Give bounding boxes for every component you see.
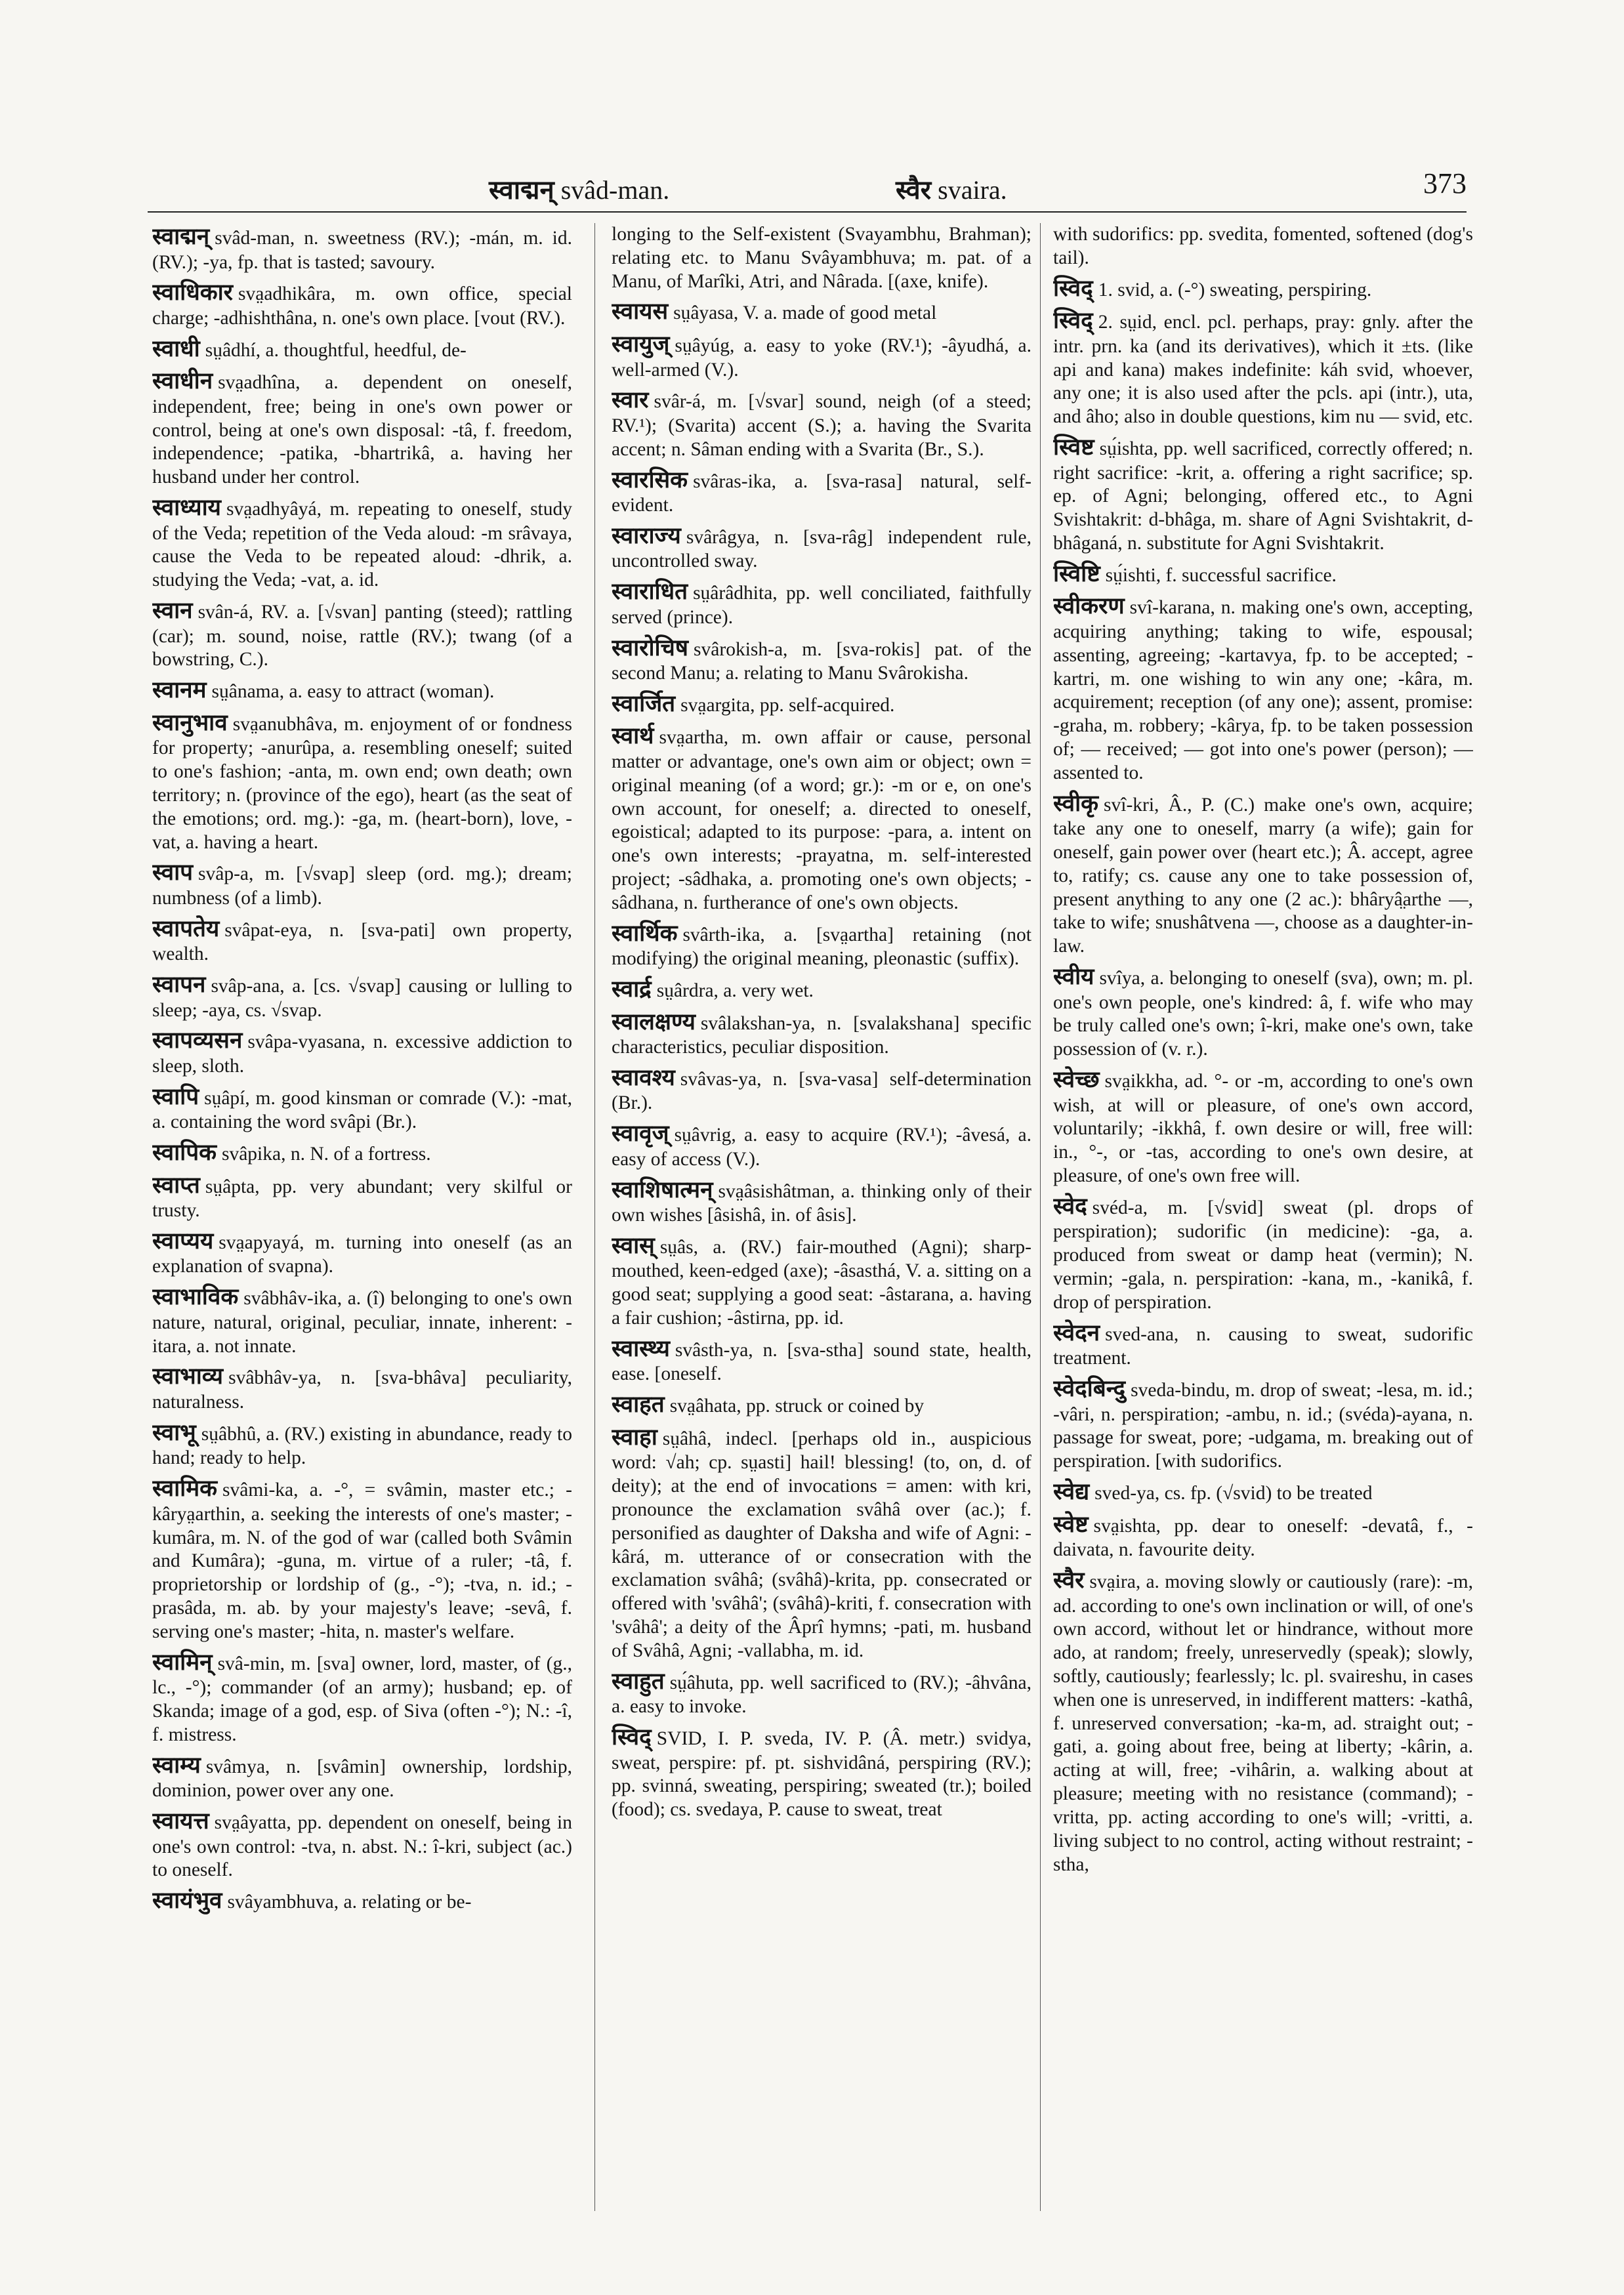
dictionary-entry <box>612 722 1031 915</box>
headword-devanagari: स्वाधी <box>152 335 200 362</box>
dictionary-entry <box>152 1083 572 1134</box>
entry-text: sva̤âsishâtman, a. thinking only of their own wishes [âsishâ, in. of âsis]. <box>612 1180 1031 1226</box>
headword-devanagari: स्वामिक <box>152 1476 218 1502</box>
dictionary-entry <box>152 1172 572 1223</box>
headword-devanagari: स्विद् <box>1053 308 1093 335</box>
entry-text: sṳâyasa, V. a. made of good metal <box>673 302 937 324</box>
entry-text: sṳ́âhuta, pp. well sacrificed to (RV.); -âhvâna, a. easy to invoke. <box>612 1672 1031 1718</box>
dictionary-entry <box>612 1176 1031 1228</box>
entry-text: sṳâs, a. (RV.) fair-mouthed (Agni); sharp-mouthed, keen-edged (axe); -âsasthá, V. a. sitting on a good seat; supplying a good seat: -âstarana, a. having a fair cushion; -âstirna, pp. id. <box>612 1236 1031 1329</box>
headword-devanagari: स्वायत्त <box>152 1808 209 1834</box>
dictionary-entry <box>612 690 1031 718</box>
headword-devanagari: स्वाप <box>152 859 194 886</box>
dictionary-entry <box>612 522 1031 573</box>
dictionary-entry <box>152 367 572 489</box>
entry-text: sṳâbhû, a. (RV.) existing in abundance, ready to hand; ready to help. <box>152 1423 572 1469</box>
dictionary-entry <box>152 223 572 274</box>
entry-text: svâsth-ya, n. [sva-stha] sound state, health, ease. [oneself. <box>612 1339 1031 1385</box>
entry-text: svâpat-eya, n. [sva-pati] own property, wealth. <box>152 919 572 965</box>
headword-devanagari: स्वास्थ्य <box>612 1335 670 1362</box>
entry-text: sva̤apyayá, m. turning into oneself (as an explanation of svapna). <box>152 1231 572 1277</box>
headword-devanagari: स्वाद्मन् <box>152 224 210 250</box>
headword-devanagari: स्वाशिषात्मन् <box>612 1176 713 1203</box>
dictionary-entry <box>612 223 1031 293</box>
dictionary-entry <box>612 578 1031 629</box>
dictionary-entry <box>612 976 1031 1004</box>
dictionary-entry <box>152 676 572 705</box>
headword-devanagari: स्वार्थ <box>612 723 654 750</box>
headword-devanagari: स्वीकरण <box>1053 593 1125 620</box>
dictionary-entry <box>612 298 1031 326</box>
header-rule <box>148 211 1467 213</box>
dictionary-entry <box>1053 275 1473 303</box>
entry-text: sṳâvrig, a. easy to acquire (RV.¹); -âvesá, a. easy of access (V.). <box>612 1125 1031 1170</box>
dictionary-entry <box>1053 434 1473 556</box>
dictionary-entry <box>612 1232 1031 1331</box>
headword-devanagari: स्वापतेय <box>152 915 220 942</box>
entry-text: sṳ́ishta, pp. well sacrificed, correctly offered; n. right sacrifice: -krit, a. offering a right sacrifice; sp. ep. of Agni; belonging, offered etc., to Agni Svishtakrit: d-bhâga, m. share of Agni Svishtakrit, d-bhâganá, n. substitute for Agni Svishtakrit. <box>1053 438 1473 554</box>
dictionary-entry <box>1053 1511 1473 1562</box>
entry-text: 2. sṳid, encl. pcl. perhaps, pray: gnly. after the intr. prn. ka (and its derivatives), which it ±ts. (like api and kana) makes indefinite: káh svid, whoever, any one; it is also used after the pcls. api (intr.), uta, and âho; also in double questions, kim nu — svid, etc. <box>1053 312 1473 428</box>
entry-text: sṳâhâ, indecl. [perhaps old in., auspicious word: √ah; cp. sṳasti] hail! blessing! (to, on, d. of deity); at the end of invocations = amen: with kri, pronounce the exclamation svâhâ over (ac.); f. personified as daughter of Daksha and wife of Agni: -kârá, m. utterance of or consecration with the exclamation svâhâ; (svâhâ)-krita, pp. consecrated or offered with 'svâhâ'; (svâhâ)-kriti, f. consecration with 'svâhâ'; a deity of the Âprî hymns; -pati, m. husband of Svâhâ, Agni; -vallabha, m. id. <box>612 1428 1031 1661</box>
entry-text: sva̤ishta, pp. dear to oneself: -devatâ, f., -daivata, n. favourite deity. <box>1053 1515 1473 1561</box>
entry-text: svâlakshan-ya, n. [svalakshana] specific characteristics, peculiar disposition. <box>612 1012 1031 1058</box>
headword-devanagari: स्वानम <box>152 677 207 704</box>
headword-devanagari: स्वापिक <box>152 1140 217 1167</box>
entry-text: sved-ya, cs. fp. (√svid) to be treated <box>1094 1483 1373 1504</box>
entry-text: sva̤ira, a. moving slowly or cautiously (rare): -m, ad. according to one's own inclination or will, of one's own accord, without let or hindrance, without more ado, at random; freely, unreservedly (speak); slowly, softly, cautiously; fearlessly; lc. pl. svaireshu, in cases when one is unreserved, in indifferent matters: -kathâ, f. unreserved conversation; -ka-m, ad. straight out; -gati, a. going about free, being at liberty; -kârin, a. acting at will, free; -vihârin, a. walking about at pleasure; meeting with no resistance (command); -vritta, pp. acting according to one's will; -vritti, a. living subject to no control, acting without restraint; -stha, <box>1053 1571 1473 1875</box>
page-header <box>148 164 1467 210</box>
dictionary-entry <box>612 331 1031 382</box>
dictionary-entry <box>1053 1478 1473 1506</box>
headword-devanagari: स्वाहुत <box>612 1668 665 1695</box>
headword-devanagari: स्वाध्याय <box>152 495 221 522</box>
headword-devanagari: स्वावृज् <box>612 1121 669 1148</box>
entry-text: svân-á, RV. a. [√svan] panting (steed); rattling (car); m. sound, noise, rattle (RV.); twang (of a bowstring, C.). <box>152 602 572 671</box>
running-head-left-devanagari: स्वाद्मन् <box>489 175 554 205</box>
dictionary-entry <box>152 279 572 330</box>
entry-text: sva̤ikkha, ad. °- or -m, according to one's own wish, at will or pleasure, of one's own accord, voluntarily; -ikkhâ, f. own desire or will, free will: in., °-, or -tas, according to one's own desire, at pleasure, of one's own free will. <box>1053 1071 1473 1187</box>
entry-text: sva̤adhikâra, m. own office, special charge; -adhishthâna, n. one's own place. [vout (RV.). <box>152 283 572 329</box>
entry-text: svâvas-ya, n. [sva-vasa] self-determination (Br.). <box>612 1068 1031 1114</box>
entry-text: sved-ana, n. causing to sweat, sudorific treatment. <box>1053 1323 1473 1369</box>
headword-devanagari: स्वार <box>612 387 649 414</box>
entry-text: sṳâpta, pp. very abundant; very skilful or trusty. <box>152 1176 572 1222</box>
dictionary-entry <box>612 466 1031 518</box>
entry-text: svâpa-vyasana, n. excessive addiction to sleep, sloth. <box>152 1031 572 1077</box>
dictionary-entry <box>152 709 572 855</box>
dictionary-entry <box>152 1808 572 1882</box>
headword-devanagari: स्वार्जित <box>612 690 676 717</box>
entry-text: svâ-min, m. [sva] owner, lord, master, of (g., lc., -°); commander (of an army); husband; ep. of Skanda; image of a god, esp. of Siva (often -°); N.: -î, f. mistress. <box>152 1653 572 1745</box>
entry-text: svîya, a. belonging to oneself (sva), own; m. pl. one's own people, one's kindred: â, f. wife who may be truly called one's own; î-kri, make one's own, take possession of (v. r.). <box>1053 968 1473 1060</box>
entry-text: svârâgya, n. [sva-râg] independent rule, uncontrolled sway. <box>612 526 1031 572</box>
headword-devanagari: स्वावश्य <box>612 1064 675 1091</box>
entry-text: svâr-á, m. [√svar] sound, neigh (of a steed; RV.¹); (Svarita) accent (S.); a. having the Svarita accent; n. Sâman ending with a Svarita (Br., S.). <box>612 391 1031 460</box>
entry-text: with sudorifics: pp. svedita, fomented, softened (dog's tail). <box>1053 224 1473 268</box>
entry-text: svâp-ana, a. [cs. √svap] causing or lulling to sleep; -aya, cs. √svap. <box>152 976 572 1021</box>
headword-devanagari: स्वाभू <box>152 1419 196 1446</box>
headword-devanagari: स्वायुज् <box>612 331 670 358</box>
dictionary-entry <box>152 971 572 1022</box>
dictionary-entry <box>612 1668 1031 1719</box>
dictionary-entry <box>152 1752 572 1803</box>
running-head-right <box>896 171 1007 207</box>
entry-text: svârokish-a, m. [sva-rokis] pat. of the second Manu; a. relating to Manu Svârokisha. <box>612 638 1031 684</box>
entry-text: sva̤argita, pp. self-acquired. <box>680 694 895 716</box>
entry-text: svâbhâv-ika, a. (î) belonging to one's own nature, natural, original, peculiar, innate, inherent: -itara, a. not innate. <box>152 1288 572 1357</box>
entry-text: svâd-man, n. sweetness (RV.); -mán, m. id. (RV.); -ya, fp. that is tasted; savoury. <box>152 228 572 273</box>
dictionary-entry <box>152 494 572 592</box>
entry-text: svî-kri, Â., P. (C.) make one's own, acquire; take any one to oneself, marry (a wife); gain for oneself, gain power over (heart etc.); Â. accept, agree to, ratify; cs. cause any one to take possession of, present anything to any one (2 ac.): bhâryâ̤arthe —, take to wife; snushâtvena —, choose as a daughter-in-law. <box>1053 794 1473 957</box>
entry-text: sṳârdra, a. very wet. <box>656 980 814 1002</box>
headword-devanagari: स्वाभाव्य <box>152 1363 224 1390</box>
headword-devanagari: स्वाधिकार <box>152 279 233 306</box>
headword-devanagari: स्वीकृ <box>1053 790 1099 817</box>
entry-text: svâpika, n. N. of a fortress. <box>221 1144 431 1165</box>
entry-text: 1. svid, a. (-°) sweating, perspiring. <box>1098 279 1372 300</box>
entry-text: svâyambhuva, a. relating or be- <box>227 1892 472 1913</box>
headword-devanagari: स्विष्टि <box>1053 560 1100 587</box>
dictionary-entry <box>152 1283 572 1358</box>
dictionary-entry <box>1053 1375 1473 1474</box>
dictionary-entry <box>152 1228 572 1279</box>
entry-text: sṳâyúg, a. easy to yoke (RV.¹); -âyudhá, a. well-armed (V.). <box>612 335 1031 381</box>
headword-devanagari: स्वानुभाव <box>152 709 228 736</box>
dictionary-entry <box>612 1120 1031 1171</box>
headword-devanagari: स्वायस <box>612 299 669 325</box>
dictionary-entry <box>152 1027 572 1078</box>
column-1 <box>152 223 572 2218</box>
dictionary-entry <box>1053 790 1473 959</box>
column-3 <box>1053 223 1473 2218</box>
dictionary-entry <box>612 1335 1031 1386</box>
headword-devanagari: स्वाधीन <box>152 368 213 395</box>
headword-devanagari: स्वार्द्र <box>612 976 652 1003</box>
running-head-right-devanagari: स्वैर <box>896 175 932 205</box>
headword-devanagari: स्वाम्य <box>152 1752 201 1779</box>
headword-devanagari: स्वापि <box>152 1083 199 1110</box>
entry-text: SVID, I. P. sveda, IV. P. (Â. metr.) svidya, sweat, perspire: pf. pt. sishvidâná, perspiring (RV.); pp. svinná, sweating, perspiring; sweated (tr.); boiled (food); cs. svedaya, P. cause to sweat, treat <box>612 1728 1031 1821</box>
page-number: 373 <box>1423 167 1467 199</box>
dictionary-entry <box>152 1139 572 1167</box>
entry-text: svâras-ika, a. [sva-rasa] natural, self-evident. <box>612 470 1031 516</box>
entry-text: sva̤adhîna, a. dependent on oneself, independent, free; being in one's own power or control, being at one's own disposal: -tâ, f. freedom, independence; -patika, -bhartrikâ, a. having her husband under her control. <box>152 372 572 488</box>
entry-text: sṳârâdhita, pp. well conciliated, faithfully served (prince). <box>612 583 1031 628</box>
entry-text: sva̤âhata, pp. struck or coined by <box>669 1396 925 1417</box>
headword-devanagari: स्वाप्यय <box>152 1228 214 1254</box>
headword-devanagari: स्वेच्छ <box>1053 1067 1100 1094</box>
headword-devanagari: स्वाराधित <box>612 579 688 606</box>
dictionary-entry <box>152 1887 572 1915</box>
dictionary-entry <box>1053 560 1473 589</box>
running-head-left <box>489 171 669 207</box>
dictionary-entry <box>152 1419 572 1470</box>
running-head-left-word: svâd-man. <box>560 175 670 205</box>
entry-text: longing to the Self-existent (Svayambhu, Brahman); relating etc. to Manu Svâyambhuva; m. pat. of a Manu, of Marîki, Atri, and Nârada. [(axe, knife). <box>612 224 1031 292</box>
headword-devanagari: स्वाहत <box>612 1392 665 1418</box>
headword-devanagari: स्वेद <box>1053 1193 1087 1220</box>
dictionary-entry <box>152 335 572 363</box>
dictionary-entry <box>612 386 1031 461</box>
running-head-right-word: svaira. <box>938 175 1007 205</box>
entry-text: svâmi-ka, a. -°, = svâmin, master etc.; -kârya̤arthin, a. seeking the interests of one's master; -kumâra, m. N. of the god of war (called both Svâmin and Kumâra); -guna, m. virtue of a ruler; -tâ, f. proprietorship or lordship of (g., -°); -tva, n. id.; -prasâda, m. ab. by your majesty's leave; -sevâ, f. serving one's master; -hita, n. master's welfare. <box>152 1479 572 1642</box>
dictionary-entry <box>612 920 1031 971</box>
dictionary-entry <box>1053 1567 1473 1876</box>
dictionary-entry <box>1053 1066 1473 1188</box>
headword-devanagari: स्वालक्षण्य <box>612 1008 696 1035</box>
headword-devanagari: स्वाभाविक <box>152 1284 239 1311</box>
entry-text: sveda-bindu, m. drop of sweat; -lesa, m. id.; -vâri, n. perspiration; -ambu, n. id.; (svéda)-ayana, n. passage for sweat, pore; -udgama, m. breaking out of perspiration. [with sudorifics. <box>1053 1380 1473 1472</box>
headword-devanagari: स्वैर <box>1053 1567 1085 1594</box>
headword-devanagari: स्विद् <box>1053 275 1093 302</box>
entry-text: sṳâdhí, a. thoughtful, heedful, de- <box>205 339 467 361</box>
entry-text: sva̤adhyâyá, m. repeating to oneself, study of the Veda; repetition of the Veda aloud: -m srâvaya, cause the Veda to be repeated aloud: -dhrik, a. studying the Veda; -vat, a. id. <box>152 499 572 591</box>
dictionary-entry <box>152 859 572 910</box>
dictionary-entry <box>152 1649 572 1747</box>
headword-devanagari: स्वापव्यसन <box>152 1027 243 1054</box>
dictionary-entry <box>612 1424 1031 1663</box>
headword-devanagari: स्वायंभुव <box>152 1888 222 1914</box>
headword-devanagari: स्वीय <box>1053 964 1094 991</box>
dictionary-entry <box>1053 223 1473 270</box>
column-2 <box>612 223 1031 2218</box>
headword-devanagari: स्विद् <box>612 1724 652 1751</box>
column-divider-2 <box>1040 223 1041 2211</box>
dictionary-entry <box>1053 1319 1473 1371</box>
headword-devanagari: स्वारोचिष <box>612 634 689 661</box>
dictionary-entry <box>152 597 572 672</box>
headword-devanagari: स्वारसिक <box>612 466 688 493</box>
headword-devanagari: स्वामिन् <box>152 1649 213 1676</box>
headword-devanagari: स्वेदबिन्दु <box>1053 1376 1126 1403</box>
headword-devanagari: स्वाप्त <box>152 1172 200 1199</box>
headword-devanagari: स्वेदन <box>1053 1319 1100 1346</box>
entry-text: svî-karana, n. making one's own, accepting, acquiring anything; taking to wife, espousal; assenting, agreeing; -kartavya, fp. to be accepted; -kartri, m. one wishing to win any one; -kâra, m. acquirement; reception (of any one); assent, promise: -graha, m. robbery; -kârya, fp. to be taken possession of; — received; — got into one's power (person); — assented to. <box>1053 597 1473 783</box>
headword-devanagari: स्विष्ट <box>1053 434 1094 461</box>
dictionary-entry <box>612 1391 1031 1419</box>
dictionary-entry <box>612 634 1031 686</box>
dictionary-entry <box>612 1724 1031 1822</box>
dictionary-entry <box>612 1008 1031 1060</box>
entry-text: svâbhâv-ya, n. [sva-bhâva] peculiarity, naturalness. <box>152 1367 572 1413</box>
dictionary-entry <box>612 1064 1031 1115</box>
entry-text: svéd-a, m. [√svid] sweat (pl. drops of perspiration); sudorific (in medicine): -ga, a. produced from sweat or damp heat (vermin); N. vermin; -gala, n. perspiration: -kana, m., -kanikâ, f. drop of perspiration. <box>1053 1197 1473 1313</box>
headword-devanagari: स्वास् <box>612 1232 655 1259</box>
entry-text: sva̤âyatta, pp. dependent on oneself, being in one's own control: -tva, n. abst. N.: î-kri, subject (ac.) to oneself. <box>152 1811 572 1881</box>
dictionary-entry <box>1053 963 1473 1062</box>
headword-devanagari: स्वार्थिक <box>612 920 678 947</box>
dictionary-entry <box>1053 307 1473 429</box>
dictionary-entry <box>152 1475 572 1644</box>
entry-text: svârth-ika, a. [sva̤artha] retaining (not modifying) the original meaning, pleonastic (suffix). <box>612 924 1031 970</box>
headword-devanagari: स्वापन <box>152 972 206 999</box>
entry-text: sṳ́ishti, f. successful sacrifice. <box>1105 564 1337 586</box>
dictionary-entry <box>1053 592 1473 785</box>
entry-text: svâp-a, m. [√svap] sleep (ord. mg.); dream; numbness (of a limb). <box>152 863 572 909</box>
entry-text: sva̤artha, m. own affair or cause, personal matter or advantage, one's own aim or object; own = original meaning (of a word; gr.): -m or e, on one's own account, for oneself; a. directed to oneself, egoistical; adapted to its purpose: -para, a. intent on one's own interests; -prayatna, m. self-interested project; -sâdhaka, a. promoting one's own objects; -sâdhana, n. furtherance of one's own objects. <box>612 727 1031 913</box>
headword-devanagari: स्वेष्ट <box>1053 1511 1089 1538</box>
headword-devanagari: स्वाराज्य <box>612 522 681 549</box>
headword-devanagari: स्वान <box>152 598 193 625</box>
column-divider-1 <box>594 223 595 2211</box>
headword-devanagari: स्वाहा <box>612 1424 657 1451</box>
headword-devanagari: स्वेद्य <box>1053 1479 1090 1506</box>
entry-text: sṳâpí, m. good kinsman or comrade (V.): -mat, a. containing the word svâpi (Br.). <box>152 1087 572 1133</box>
entry-text: sṳânama, a. easy to attract (woman). <box>211 681 495 703</box>
entry-text: sva̤anubhâva, m. enjoyment of or fondness for property; -anurûpa, a. resembling oneself; suited to one's fashion; -anta, m. own end; own death; own territory; n. (province of the ego), heart (as the seat of the emotions; ord. mg.): -ga, m. (heart-born), love, -vat, a. having a heart. <box>152 713 572 853</box>
entry-text: svâmya, n. [svâmin] ownership, lordship, dominion, power over any one. <box>152 1756 572 1802</box>
dictionary-entry <box>1053 1193 1473 1315</box>
dictionary-entry <box>152 1363 572 1414</box>
dictionary-entry <box>152 915 572 966</box>
